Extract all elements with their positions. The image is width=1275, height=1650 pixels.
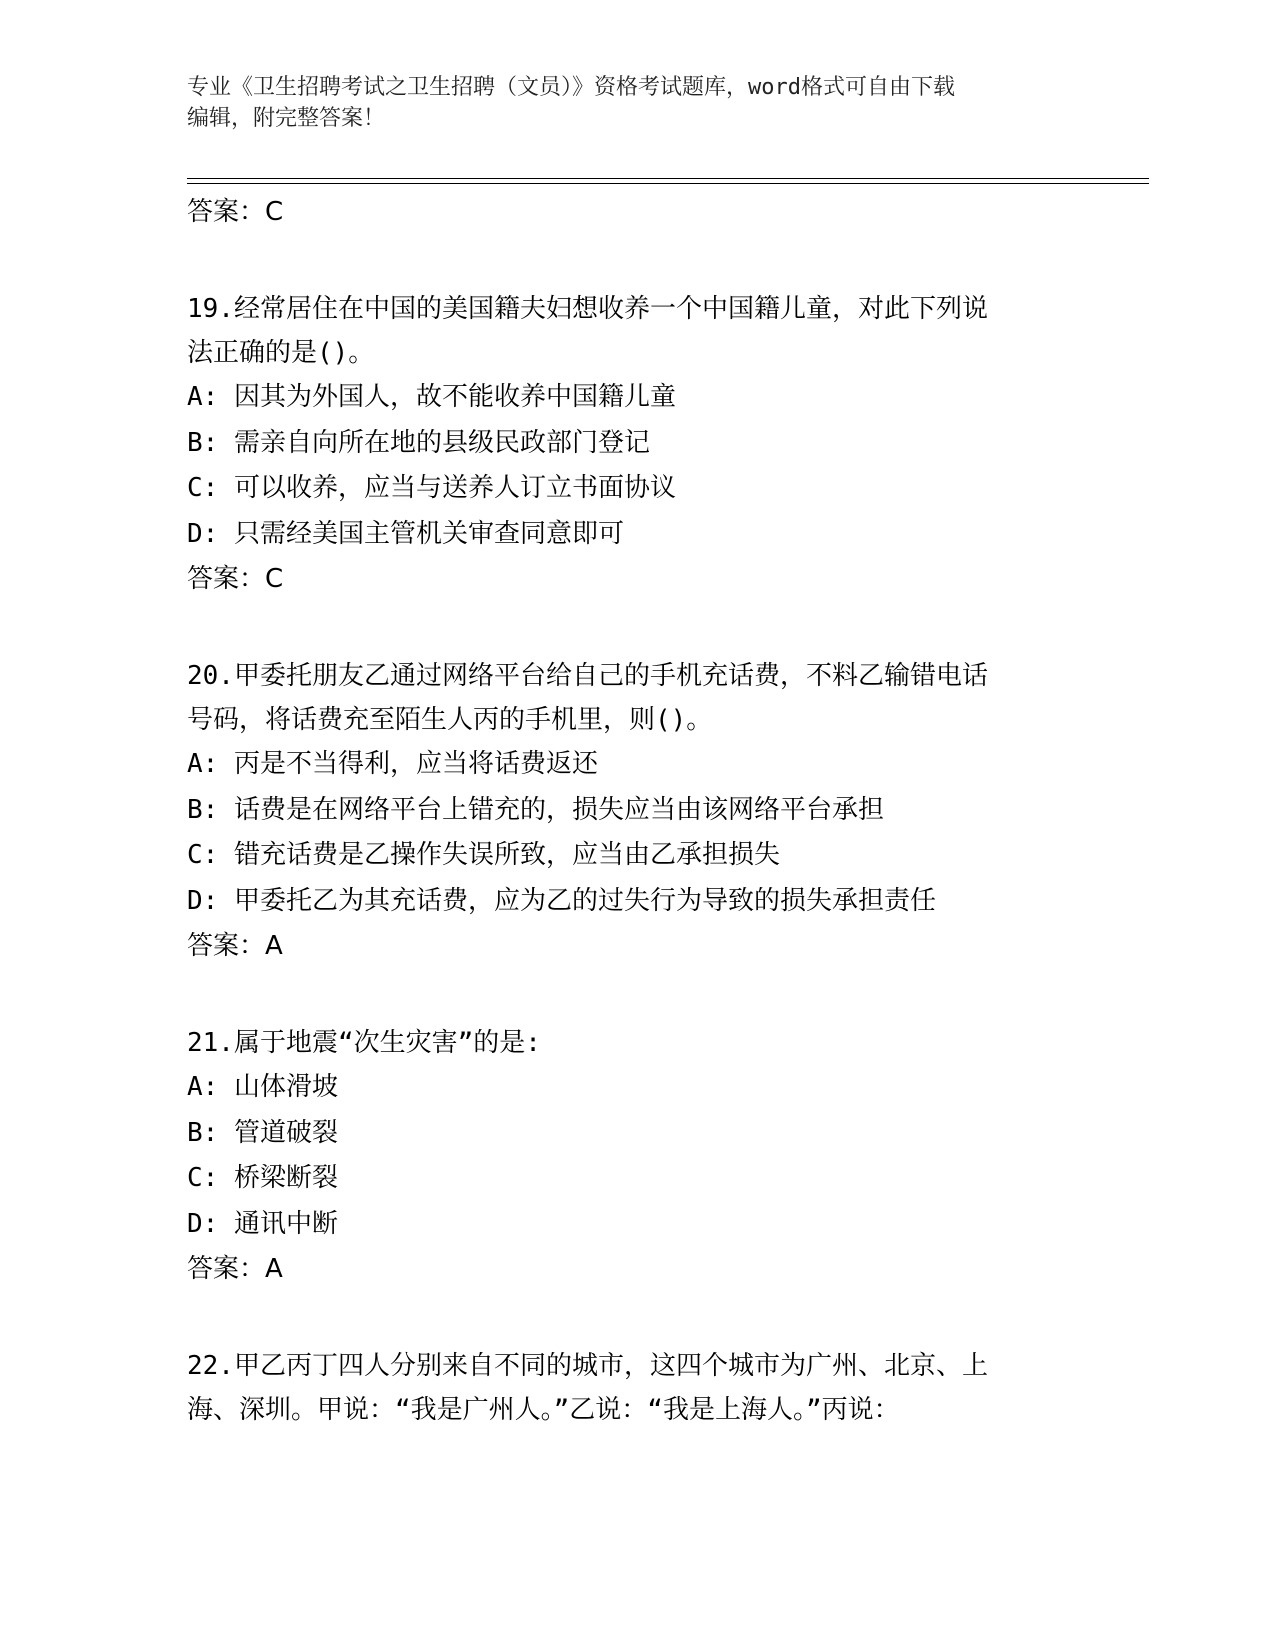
question-text: 号码，将话费充至陌生人丙的手机里，则()。 xyxy=(187,705,713,735)
answer-line: 答案：C xyxy=(187,197,284,227)
option-a: A: 因其为外国人，故不能收养中国籍儿童 xyxy=(187,382,676,412)
answer-line: 答案：C xyxy=(187,564,284,594)
answer-line: 答案：A xyxy=(187,1254,283,1284)
question-19 xyxy=(187,287,1087,601)
question-21 xyxy=(187,1021,1087,1291)
question-text: 19.经常居住在中国的美国籍夫妇想收养一个中国籍儿童，对此下列说 xyxy=(187,294,988,324)
question-22 xyxy=(187,1344,1087,1432)
option-a: A: 山体滑坡 xyxy=(187,1072,338,1102)
option-d: D: 只需经美国主管机关审查同意即可 xyxy=(187,518,624,549)
option-a: A: 丙是不当得利，应当将话费返还 xyxy=(187,749,598,779)
option-c: C: 可以收养，应当与送养人订立书面协议 xyxy=(187,473,676,503)
option-c: C: 错充话费是乙操作失误所致，应当由乙承担损失 xyxy=(187,840,780,870)
answer-line: 答案：A xyxy=(187,931,283,961)
question-list xyxy=(187,190,1087,1432)
question-text: 20.甲委托朋友乙通过网络平台给自己的手机充话费，不料乙输错电话 xyxy=(187,661,988,691)
header-rule-top xyxy=(187,178,1149,179)
option-c: C: 桥梁断裂 xyxy=(187,1163,338,1193)
header-line-1: 专业《卫生招聘考试之卫生招聘（文员）》资格考试题库，word格式可自由下载 xyxy=(187,75,955,100)
option-d: D: 通讯中断 xyxy=(187,1208,338,1239)
question-text: 22.甲乙丙丁四人分别来自不同的城市，这四个城市为广州、北京、上 xyxy=(187,1351,988,1381)
question-text: 海、深圳。甲说：“我是广州人。”乙说：“我是上海人。”丙说： xyxy=(187,1395,900,1425)
question-text: 21.属于地震“次生灾害”的是: xyxy=(187,1028,541,1058)
question-20 xyxy=(187,654,1087,968)
option-b: B: 需亲自向所在地的县级民政部门登记 xyxy=(187,427,650,458)
option-d: D: 甲委托乙为其充话费，应为乙的过失行为导致的损失承担责任 xyxy=(187,885,936,916)
header-line-2: 编辑，附完整答案！ xyxy=(187,106,386,131)
option-b: B: 管道破裂 xyxy=(187,1117,338,1148)
question-text: 法正确的是()。 xyxy=(187,338,375,368)
header-rule-bottom xyxy=(187,183,1149,184)
option-b: B: 话费是在网络平台上错充的，损失应当由该网络平台承担 xyxy=(187,794,884,825)
document-header xyxy=(187,72,1087,134)
